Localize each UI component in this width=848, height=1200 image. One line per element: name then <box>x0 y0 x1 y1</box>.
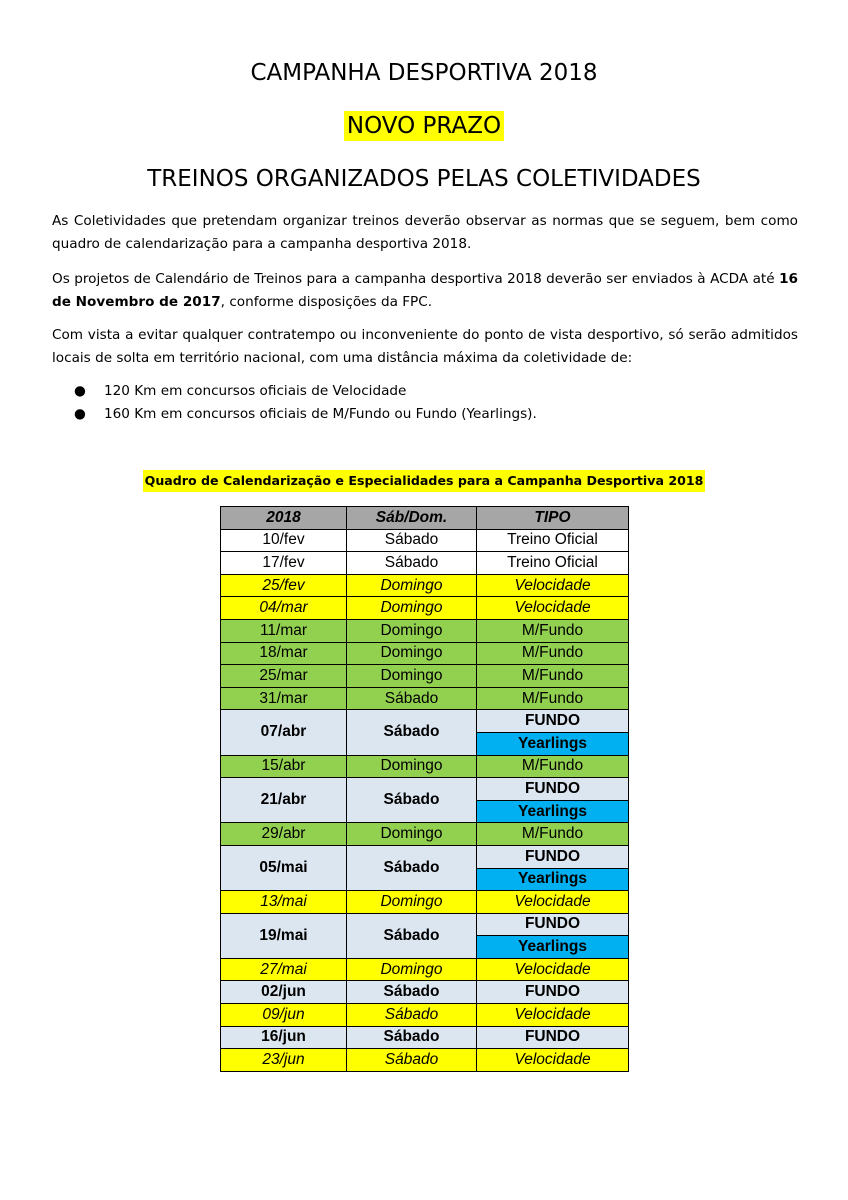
cell-type-yearlings: Yearlings <box>477 732 629 755</box>
cell-date: 25/fev <box>221 574 347 597</box>
table-row <box>221 913 629 936</box>
distance-list <box>74 380 774 426</box>
cell-date: 13/mai <box>221 891 347 914</box>
list-item <box>74 380 774 403</box>
table-row <box>221 1049 629 1072</box>
cell-type: FUNDO <box>477 845 629 868</box>
cell-date: 29/abr <box>221 823 347 846</box>
cell-day: Domingo <box>347 958 477 981</box>
cell-day: Domingo <box>347 574 477 597</box>
table-row <box>221 891 629 914</box>
list-item <box>74 403 774 426</box>
list-item-text: 160 Km em concursos oficiais de M/Fundo ou Fundo (Yearlings). <box>104 406 537 422</box>
table-row <box>221 687 629 710</box>
cell-type: M/Fundo <box>477 665 629 688</box>
cell-day: Sábado <box>347 1049 477 1072</box>
cell-type: Velocidade <box>477 891 629 914</box>
table-row <box>221 665 629 688</box>
cell-date: 23/jun <box>221 1049 347 1072</box>
cell-date: 19/mai <box>221 913 347 958</box>
table-row <box>221 958 629 981</box>
cell-date: 09/jun <box>221 1004 347 1027</box>
cell-day: Sábado <box>347 529 477 552</box>
calendar-table <box>220 506 629 1072</box>
deadline-date: 16 de Novembro de 2017 <box>52 271 798 310</box>
table-caption-container <box>0 470 848 492</box>
deadline-text-pre: Os projetos de Calendário de Treinos para a campanha desportiva 2018 deverão ser enviados à ACDA até <box>52 271 780 287</box>
cell-day: Domingo <box>347 823 477 846</box>
table-row <box>221 755 629 778</box>
cell-date: 11/mar <box>221 619 347 642</box>
cell-day: Sábado <box>347 687 477 710</box>
cell-type: FUNDO <box>477 1026 629 1049</box>
cell-type-yearlings: Yearlings <box>477 800 629 823</box>
cell-day: Sábado <box>347 1004 477 1027</box>
cell-day: Sábado <box>347 913 477 958</box>
column-header-year: 2018 <box>221 507 347 530</box>
paragraph-distance: Com vista a evitar qualquer contratempo ou inconveniente do ponto de vista desportivo, só serão admitidos locais de solta em território nacional, com uma distância máxima da coletividade de: <box>52 327 798 366</box>
cell-date: 16/jun <box>221 1026 347 1049</box>
bullet-icon: ● <box>74 406 86 422</box>
table-row <box>221 778 629 801</box>
cell-day: Sábado <box>347 981 477 1004</box>
table-row <box>221 529 629 552</box>
table-row <box>221 642 629 665</box>
table-row <box>221 574 629 597</box>
cell-type: M/Fundo <box>477 755 629 778</box>
cell-date: 25/mar <box>221 665 347 688</box>
cell-type: M/Fundo <box>477 619 629 642</box>
cell-type-yearlings: Yearlings <box>477 868 629 891</box>
paragraph-intro: As Coletividades que pretendam organizar treinos deverão observar as normas que se seguem, bem como quadro de calendarização para a campanha desportiva 2018. <box>52 213 798 252</box>
cell-day: Domingo <box>347 619 477 642</box>
page-title: CAMPANHA DESPORTIVA 2018 <box>250 60 598 86</box>
cell-date: 21/abr <box>221 778 347 823</box>
table-row <box>221 981 629 1004</box>
section-heading: TREINOS ORGANIZADOS PELAS COLETIVIDADES <box>147 166 701 192</box>
cell-type: Velocidade <box>477 1049 629 1072</box>
cell-date: 05/mai <box>221 845 347 890</box>
cell-type: FUNDO <box>477 778 629 801</box>
cell-day: Domingo <box>347 665 477 688</box>
table-row <box>221 552 629 575</box>
cell-type: FUNDO <box>477 981 629 1004</box>
table-row <box>221 619 629 642</box>
paragraph-deadline <box>52 268 798 314</box>
cell-day: Domingo <box>347 642 477 665</box>
cell-day: Sábado <box>347 778 477 823</box>
cell-type: Treino Oficial <box>477 529 629 552</box>
cell-type: FUNDO <box>477 913 629 936</box>
calendar-table-body <box>221 529 629 1071</box>
cell-type: FUNDO <box>477 710 629 733</box>
bullet-icon: ● <box>74 383 86 399</box>
cell-day: Sábado <box>347 845 477 890</box>
cell-day: Domingo <box>347 597 477 620</box>
cell-day: Sábado <box>347 710 477 755</box>
cell-type: M/Fundo <box>477 823 629 846</box>
cell-date: 17/fev <box>221 552 347 575</box>
cell-date: 15/abr <box>221 755 347 778</box>
table-row <box>221 597 629 620</box>
cell-type: M/Fundo <box>477 642 629 665</box>
table-row <box>221 710 629 733</box>
cell-type-yearlings: Yearlings <box>477 936 629 959</box>
cell-type: Velocidade <box>477 958 629 981</box>
cell-date: 07/abr <box>221 710 347 755</box>
cell-date: 10/fev <box>221 529 347 552</box>
subtitle-highlight: NOVO PRAZO <box>344 111 504 141</box>
cell-day: Sábado <box>347 1026 477 1049</box>
cell-date: 02/jun <box>221 981 347 1004</box>
cell-type: Treino Oficial <box>477 552 629 575</box>
cell-date: 04/mar <box>221 597 347 620</box>
table-header-row <box>221 507 629 530</box>
table-row <box>221 845 629 868</box>
cell-type: M/Fundo <box>477 687 629 710</box>
subtitle-container <box>0 111 848 141</box>
cell-day: Domingo <box>347 891 477 914</box>
cell-date: 27/mai <box>221 958 347 981</box>
table-row <box>221 1004 629 1027</box>
cell-date: 18/mar <box>221 642 347 665</box>
cell-type: Velocidade <box>477 574 629 597</box>
table-caption: Quadro de Calendarização e Especialidades para a Campanha Desportiva 2018 <box>143 470 706 492</box>
table-row <box>221 823 629 846</box>
column-header-type: TIPO <box>477 507 629 530</box>
deadline-text-post: , conforme disposições da FPC. <box>220 294 433 310</box>
cell-type: Velocidade <box>477 1004 629 1027</box>
cell-day: Sábado <box>347 552 477 575</box>
cell-day: Domingo <box>347 755 477 778</box>
table-row <box>221 1026 629 1049</box>
cell-type: Velocidade <box>477 597 629 620</box>
list-item-text: 120 Km em concursos oficiais de Velocidade <box>104 383 407 399</box>
column-header-day: Sáb/Dom. <box>347 507 477 530</box>
cell-date: 31/mar <box>221 687 347 710</box>
